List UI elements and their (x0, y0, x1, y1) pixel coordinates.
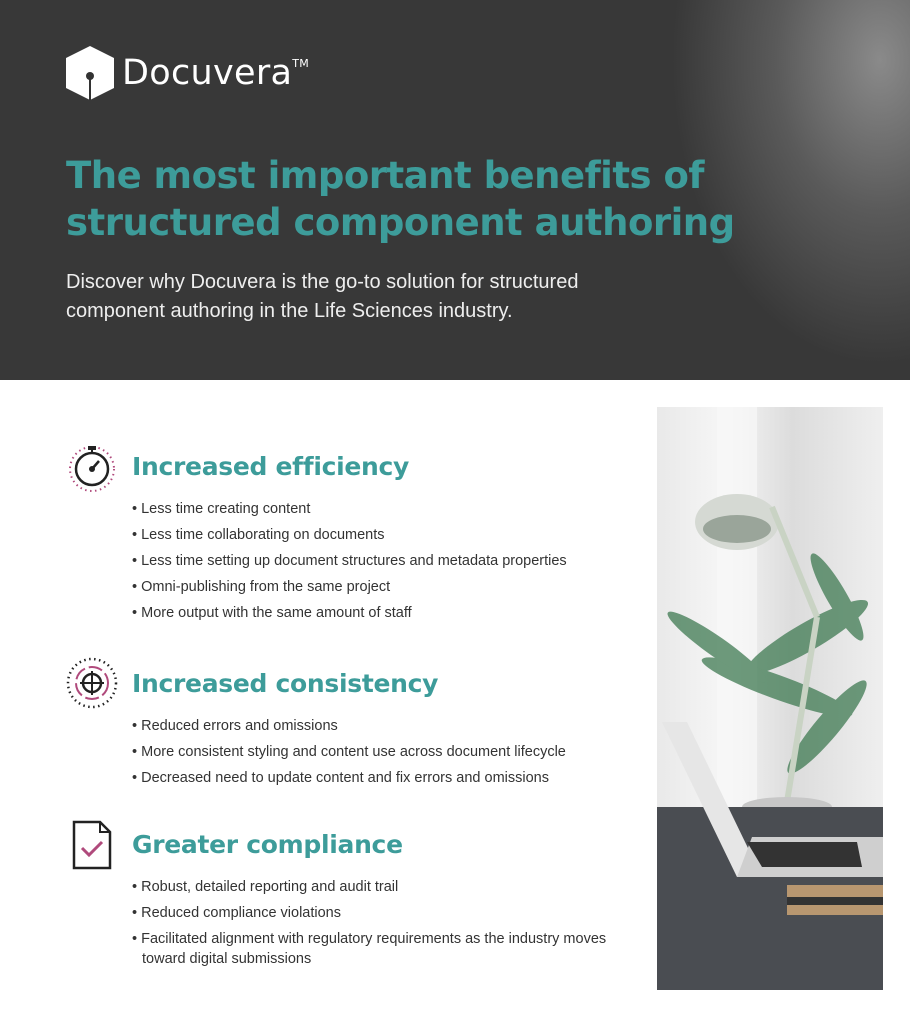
section-efficiency (66, 440, 567, 626)
section-title: Increased consistency (132, 668, 439, 698)
brand-name: Docuvera (122, 53, 293, 93)
benefit-list (132, 496, 567, 626)
list-item: • Decreased need to update content and fix errors and omissions (132, 765, 566, 791)
stopwatch-icon (66, 440, 118, 492)
page-subtitle: Discover why Docuvera is the go-to solution for structured component authoring in the Life Sciences industry. (66, 271, 579, 322)
hero-banner (0, 0, 910, 380)
list-item: • Facilitated alignment with regulatory requirements as the industry moves toward digital submissions (132, 929, 612, 969)
list-item: • Less time setting up document structures and metadata properties (132, 548, 567, 574)
section-consistency (66, 657, 566, 791)
list-item: • Less time collaborating on documents (132, 522, 567, 548)
section-compliance (66, 818, 612, 969)
docuvera-logo (66, 46, 309, 100)
list-item: • More consistent styling and content use across document lifecycle (132, 739, 566, 765)
section-title: Increased efficiency (132, 451, 410, 481)
desk-lamp-laptop-photo (657, 407, 883, 990)
list-item: • Reduced errors and omissions (132, 713, 566, 739)
list-item: • Robust, detailed reporting and audit trail (132, 874, 612, 900)
target-cycle-icon (66, 657, 118, 709)
page-title: The most important benefits of structured component authoring (66, 154, 735, 244)
list-item: • Reduced compliance violations (132, 900, 612, 926)
trademark: TM (292, 57, 310, 70)
hexagon-logo-icon (66, 46, 114, 100)
list-item: • More output with the same amount of staff (132, 600, 567, 626)
document-check-icon (66, 818, 118, 870)
list-item: • Omni-publishing from the same project (132, 574, 567, 600)
benefit-list (132, 874, 612, 969)
list-item: • Less time creating content (132, 496, 567, 522)
section-title: Greater compliance (132, 829, 403, 859)
benefit-list (132, 713, 566, 791)
